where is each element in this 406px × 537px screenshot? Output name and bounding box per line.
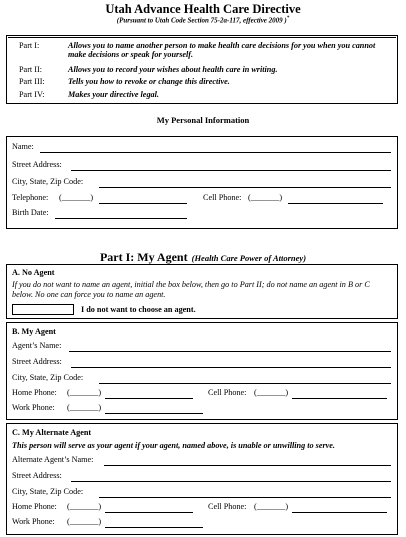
alt-agent-cell-phone-field[interactable] bbox=[292, 512, 387, 513]
name-field[interactable] bbox=[40, 152, 391, 153]
telephone-label: Telephone: bbox=[12, 193, 49, 202]
part-description: Makes your directive legal. bbox=[68, 90, 159, 99]
alternate-agent-title: C. My Alternate Agent bbox=[12, 428, 92, 437]
city-field[interactable] bbox=[99, 187, 391, 188]
part-description: Allows you to name another person to make health care decisions for you when you cannot make decisions or speak for yourself. bbox=[68, 41, 376, 59]
no-agent-title: A. No Agent bbox=[12, 268, 55, 277]
agent-city-field[interactable] bbox=[99, 383, 391, 384]
alt-agent-work-area-code[interactable]: (_______) bbox=[67, 517, 102, 526]
alt-agent-street-field[interactable] bbox=[71, 481, 391, 482]
telephone-area-code[interactable]: (_______) bbox=[59, 193, 94, 202]
personal-info-box bbox=[6, 136, 398, 229]
parts-overview-box bbox=[6, 35, 398, 104]
document-subtitle bbox=[0, 16, 406, 24]
document-title: Utah Advance Health Care Directive bbox=[105, 2, 301, 16]
agent-cell-area-code[interactable]: (_______) bbox=[254, 388, 289, 397]
no-agent-checkbox-label: I do not want to choose an agent. bbox=[81, 305, 196, 314]
part-description: Allows you to record your wishes about health care in writing. bbox=[68, 65, 278, 74]
birth-date-field[interactable] bbox=[55, 218, 187, 219]
my-agent-title: B. My Agent bbox=[12, 327, 56, 336]
agent-cell-phone-label: Cell Phone: bbox=[208, 388, 247, 397]
agent-work-phone-label: Work Phone: bbox=[12, 403, 55, 412]
agent-work-area-code[interactable]: (_______) bbox=[67, 403, 102, 412]
agent-street-label: Street Address: bbox=[12, 357, 62, 366]
alternate-agent-instructions: This person will serve as your agent if your agent, named above, is unable or unwilling to serve. bbox=[12, 441, 335, 450]
alt-agent-city-label: City, State, Zip Code: bbox=[12, 487, 84, 496]
no-agent-box bbox=[6, 264, 398, 319]
alt-agent-home-phone-label: Home Phone: bbox=[12, 502, 57, 511]
agent-name-label: Agent’s Name: bbox=[12, 341, 62, 350]
alternate-agent-box bbox=[6, 423, 398, 535]
alt-agent-work-phone-label: Work Phone: bbox=[12, 517, 55, 526]
cell-label: Cell Phone: bbox=[203, 193, 242, 202]
street-field[interactable] bbox=[71, 170, 391, 171]
part1-subtitle: (Health Care Power of Attorney) bbox=[191, 253, 307, 263]
alt-agent-name-field[interactable] bbox=[104, 465, 391, 466]
alt-agent-cell-area-code[interactable]: (_______) bbox=[254, 502, 289, 511]
agent-cell-phone-field[interactable] bbox=[292, 398, 387, 399]
agent-name-field[interactable] bbox=[69, 351, 391, 352]
part1-title: Part I: My Agent bbox=[99, 250, 188, 264]
alt-agent-city-field[interactable] bbox=[99, 497, 391, 498]
agent-city-label: City, State, Zip Code: bbox=[12, 373, 84, 382]
name-label: Name: bbox=[12, 142, 34, 151]
part-description: Tells you how to revoke or change this directive. bbox=[68, 77, 230, 86]
part-label: Part II: bbox=[19, 65, 42, 74]
cell-field[interactable] bbox=[288, 203, 383, 204]
alt-agent-cell-phone-label: Cell Phone: bbox=[208, 502, 247, 511]
part-label: Part III: bbox=[19, 77, 45, 86]
city-label: City, State, Zip Code: bbox=[12, 177, 84, 186]
agent-street-field[interactable] bbox=[71, 367, 391, 368]
alt-agent-street-label: Street Address: bbox=[12, 471, 62, 480]
agent-work-phone-field[interactable] bbox=[105, 413, 203, 414]
cell-area-code[interactable]: (_______) bbox=[248, 193, 283, 202]
alt-agent-work-phone-field[interactable] bbox=[105, 527, 203, 528]
birth-date-label: Birth Date: bbox=[12, 208, 49, 217]
alt-agent-home-phone-field[interactable] bbox=[105, 512, 193, 513]
subtitle-footnote-mark: * bbox=[286, 16, 290, 21]
my-agent-box bbox=[6, 322, 398, 420]
no-agent-instructions: If you do not want to name an agent, initial the box below, then go to Part II; do not name an agent in B or C below. No one can force you to name an agent. bbox=[12, 280, 370, 299]
overview-inner-rule bbox=[8, 37, 396, 38]
agent-home-phone-field[interactable] bbox=[105, 398, 193, 399]
alt-agent-name-label: Alternate Agent’s Name: bbox=[12, 455, 94, 464]
agent-home-area-code[interactable]: (_______) bbox=[67, 388, 102, 397]
personal-info-heading: My Personal Information bbox=[156, 115, 250, 125]
agent-home-phone-label: Home Phone: bbox=[12, 388, 57, 397]
part-label: Part I: bbox=[19, 41, 40, 50]
alt-agent-home-area-code[interactable]: (_______) bbox=[67, 502, 102, 511]
telephone-field[interactable] bbox=[99, 203, 187, 204]
street-label: Street Address: bbox=[12, 160, 62, 169]
part-label: Part IV: bbox=[19, 90, 45, 99]
no-agent-initial-box[interactable] bbox=[12, 304, 74, 315]
subtitle-text: (Pursuant to Utah Code Section 75-2a-117, effective 2009 ) bbox=[116, 16, 287, 25]
